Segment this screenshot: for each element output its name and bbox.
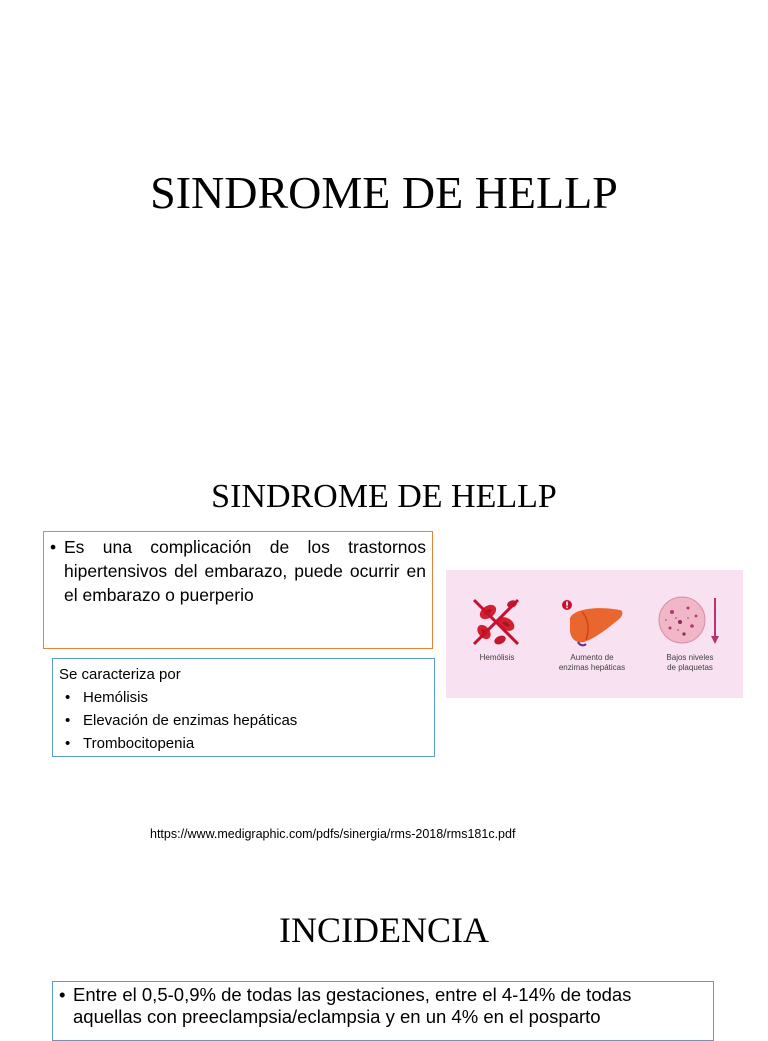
platelets-low-icon [658,596,728,650]
slide-1-title: SINDROME DE HELLP [150,167,618,218]
list-item [59,709,428,732]
bullet-marker: • [65,735,71,752]
slide-2-title: SINDROME DE HELLP [211,478,557,515]
bullet-marker: • [50,537,57,557]
characteristics-box [52,658,435,757]
bullet-marker: • [65,712,71,729]
caption-line: Bajos niveles [666,653,714,662]
incidence-box [52,981,714,1041]
red-blood-cells-crossed-icon [470,596,524,648]
list-item [59,686,428,709]
incidence-line: aquellas con preeclampsia/eclampsia y en un 4% en el posparto [73,1006,601,1027]
list-item [59,732,428,755]
definition-box [43,531,433,649]
characteristics-list [59,686,428,755]
list-item-label: Elevación de enzimas hepáticas [83,712,298,729]
incidence-line: Entre el 0,5-0,9% de todas las gestaciones, entre el 4-14% de todas [73,984,632,1005]
bullet-marker: • [65,689,71,706]
liver-alert-icon [560,598,626,648]
caption-line: de plaquetas [667,663,713,672]
bullet-marker: • [59,984,66,1005]
caption-line: Hemólisis [479,653,515,662]
slide-3-title: INCIDENCIA [279,910,489,950]
caption-line: Aumento de [570,653,614,662]
illustration-caption [552,653,632,673]
source-link[interactable]: https://www.medigraphic.com/pdfs/sinergia/rms-2018/rms181c.pdf [150,827,516,841]
list-item-label: Hemólisis [83,689,149,706]
definition-text: Es una complicación de los trastornos hipertensivos del embarazo, puede ocurrir en el embarazo o puerperio [64,537,426,605]
illustration-caption [650,653,730,673]
illustration-caption [457,653,537,663]
caption-line: enzimas hepáticas [558,663,626,672]
incidence-text [73,984,707,1028]
characteristics-heading: Se caracteriza por [59,666,181,683]
list-item-label: Trombocitopenia [83,735,195,752]
hellp-illustration [446,570,743,698]
